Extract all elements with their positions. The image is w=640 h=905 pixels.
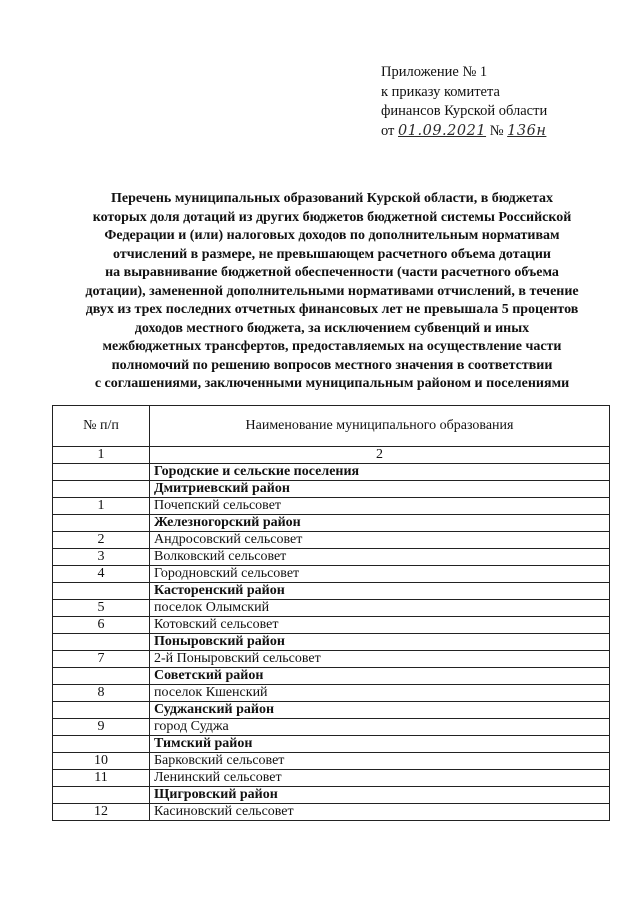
table-row	[53, 600, 610, 617]
section-heading: Касторенский район	[150, 583, 610, 600]
table-row	[53, 753, 610, 770]
municipality-name: Городновский сельсовет	[150, 566, 610, 583]
row-number: 11	[53, 770, 150, 787]
table-row	[53, 549, 610, 566]
order-date: 01.09.2021	[398, 122, 487, 139]
row-number: 12	[53, 804, 150, 821]
title-line: дотации), замененной дополнительными нормативами отчислений, в течение	[85, 283, 579, 299]
municipality-name: Котовский сельсовет	[150, 617, 610, 634]
municipality-name: поселок Кшенский	[150, 685, 610, 702]
title-line: доходов местного бюджета, за исключением субвенций и иных	[134, 320, 530, 336]
row-number	[53, 702, 150, 719]
title-line: двух из трех последних отчетных финансовых лет не превышала 5 процентов	[85, 302, 579, 317]
row-number	[53, 583, 150, 600]
header-number: № п/п	[53, 406, 150, 447]
header-name: Наименование муниципального образования	[150, 406, 610, 447]
number-label: №	[489, 122, 504, 139]
row-number: 8	[53, 685, 150, 702]
section-heading: Тимский район	[150, 736, 610, 753]
municipality-name: Волковский сельсовет	[150, 549, 610, 566]
section-heading: Суджанский район	[150, 702, 610, 719]
title-line: полномочий по решению вопросов местного значения в соответствии	[111, 357, 553, 373]
table-row	[53, 617, 610, 634]
row-number: 10	[53, 753, 150, 770]
table-row	[53, 651, 610, 668]
row-number: 1	[53, 498, 150, 515]
section-heading: Дмитриевский район	[150, 481, 610, 498]
order-number: 136н	[507, 122, 547, 139]
municipality-name: город Суджа	[150, 719, 610, 736]
section-row	[53, 787, 610, 804]
table-row	[53, 719, 610, 736]
appendix-date-number	[381, 122, 547, 142]
section-heading: Городские и сельские поселения	[150, 464, 610, 481]
section-row	[53, 515, 610, 532]
row-number	[53, 634, 150, 651]
title-line: Перечень муниципальных образований Курской области, в бюджетах	[110, 191, 553, 206]
section-heading: Щигровский район	[150, 787, 610, 804]
row-number: 3	[53, 549, 150, 566]
row-number	[53, 668, 150, 685]
appendix-block	[381, 63, 547, 141]
row-number	[53, 736, 150, 753]
municipality-name: Андросовский сельсовет	[150, 532, 610, 549]
column-number-2: 2	[150, 447, 610, 464]
table-row	[53, 685, 610, 702]
section-row	[53, 464, 610, 481]
title-line: на выравнивание бюджетной обеспеченности (части расчетного объема	[105, 265, 559, 280]
table-header-row	[53, 406, 610, 447]
row-number: 5	[53, 600, 150, 617]
municipality-name: Ленинский сельсовет	[150, 770, 610, 787]
title-line: отчислений в размере, не превышающем расчетного объема дотации	[113, 246, 551, 262]
row-number	[53, 787, 150, 804]
municipalities-table	[52, 405, 610, 821]
from-label: от	[381, 122, 395, 139]
table-row	[53, 770, 610, 787]
appendix-title: Приложение № 1	[381, 64, 488, 80]
row-number: 9	[53, 719, 150, 736]
column-number-row	[53, 447, 610, 464]
municipality-name: Почепский сельсовет	[150, 498, 610, 515]
title-line: Федерации и (или) налоговых доходов по дополнительным нормативам	[104, 228, 560, 243]
municipality-name: 2-й Поныровский сельсовет	[150, 651, 610, 668]
municipality-name: Касиновский сельсовет	[150, 804, 610, 821]
section-row	[53, 736, 610, 753]
row-number	[53, 515, 150, 532]
section-row	[53, 668, 610, 685]
section-heading: Поныровский район	[150, 634, 610, 651]
row-number: 2	[53, 532, 150, 549]
municipality-name: поселок Олымский	[150, 600, 610, 617]
appendix-committee: финансов Курской области	[381, 103, 548, 119]
section-heading: Железногорский район	[150, 515, 610, 532]
municipality-name: Барковский сельсовет	[150, 753, 610, 770]
section-row	[53, 634, 610, 651]
section-heading: Советский район	[150, 668, 610, 685]
section-row	[53, 583, 610, 600]
row-number	[53, 481, 150, 498]
document-title	[52, 190, 612, 394]
title-line: межбюджетных трансфертов, предоставляемых на осуществление части	[102, 339, 562, 354]
row-number	[53, 464, 150, 481]
title-line: которых доля дотаций из других бюджетов бюджетной системы Российской	[92, 209, 572, 225]
row-number: 4	[53, 566, 150, 583]
table-row	[53, 498, 610, 515]
table-row	[53, 804, 610, 821]
row-number: 7	[53, 651, 150, 668]
section-row	[53, 702, 610, 719]
row-number: 6	[53, 617, 150, 634]
table-row	[53, 532, 610, 549]
table-row	[53, 566, 610, 583]
column-number-1: 1	[53, 447, 150, 464]
section-row	[53, 481, 610, 498]
appendix-order-ref: к приказу комитета	[381, 83, 500, 100]
title-line: с соглашениями, заключенными муниципальным районом и поселениями	[94, 376, 570, 391]
